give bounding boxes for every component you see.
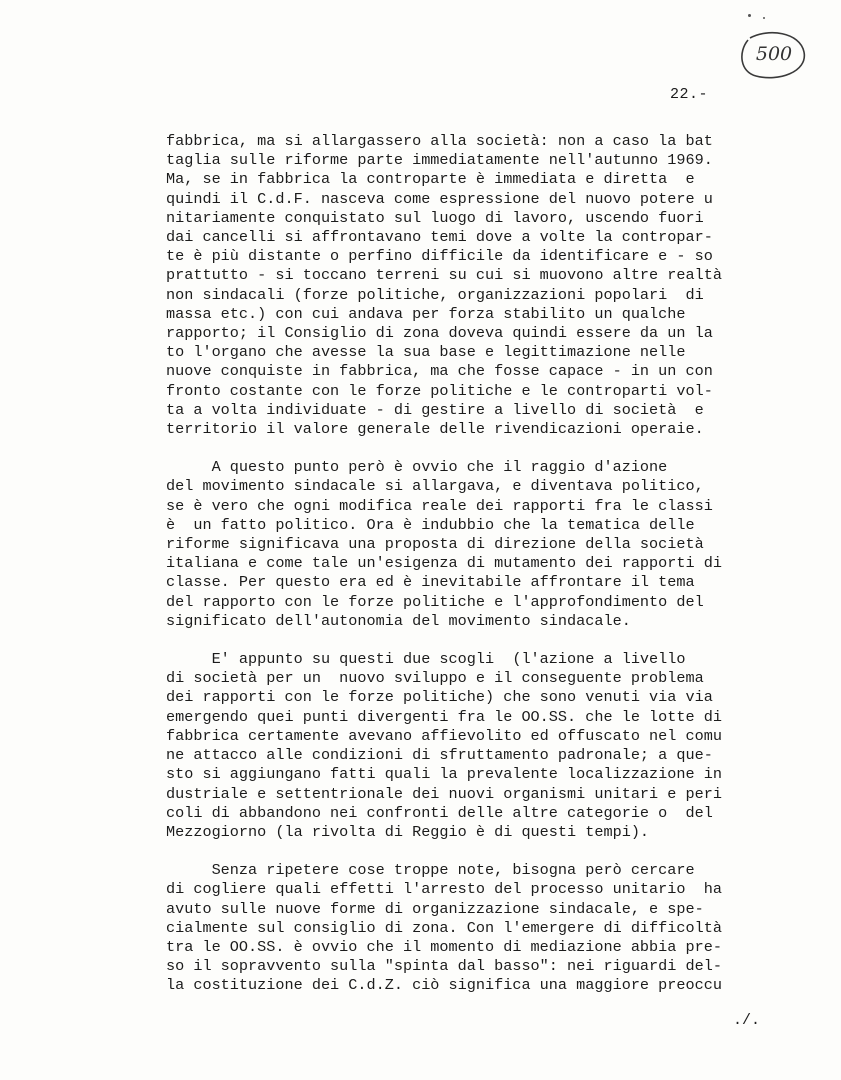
text-line: rapporto; il Consiglio di zona doveva quindi essere da un la [166,324,713,343]
text-line: se è vero che ogni modifica reale dei rapporti fra le classi [166,496,713,515]
text-line: coli di abbandono nei confronti delle altre categorie o del [166,803,713,822]
text-line: Senza ripetere cose troppe note, bisogna però cercare [166,861,695,880]
typed-body [166,132,796,1015]
text-line: taglia sulle riforme parte immediatamente nell'autunno 1969. [166,151,713,170]
paragraph-2 [166,458,796,631]
text-line: tra le OO.SS. è ovvio che il momento di mediazione abbia pre- [166,937,722,956]
scan-speck [763,17,765,19]
paragraph-1 [166,132,796,439]
text-line: to l'organo che avesse la sua base e legittimazione nelle [166,343,686,362]
scan-speck [748,14,751,17]
text-line: riforme significava una proposta di direzione della società [166,535,704,554]
text-line: te è più distante o perfino difficile da identificare e - so [166,247,713,266]
text-line: so il sopravvento sulla "spinta dal basso": nei riguardi del- [166,957,722,976]
text-line: massa etc.) con cui andava per forza stabilito un qualche [166,304,686,323]
text-line: cialmente sul consiglio di zona. Con l'emergere di difficoltà [166,918,722,937]
text-line: fronto costante con le forze politiche e le controparti vol- [166,381,713,400]
text-line: nuove conquiste in fabbrica, ma che fosse capace - in un con [166,362,713,381]
text-line: quindi il C.d.F. nasceva come espressione del nuovo potere u [166,189,713,208]
page-stamp [738,30,808,82]
text-line: ta a volta individuate - di gestire a livello di società e [166,400,704,419]
text-line: E' appunto su questi due scogli (l'azione a livello [166,650,686,669]
text-line: dustriale e settentrionale dei nuovi organismi unitari e peri [166,784,722,803]
text-line: la costituzione dei C.d.Z. ciò significa una maggiore preoccu [166,976,722,995]
text-line: ne attacco alle condizioni di sfruttamento padronale; a que- [166,746,713,765]
text-line: italiana e come tale un'esigenza di mutamento dei rapporti di [166,554,722,573]
text-line: del movimento sindacale si allargava, e diventava politico, [166,477,704,496]
text-line: emergendo quei punti divergenti fra le OO.SS. che le lotte di [166,707,722,726]
text-line: di cogliere quali effetti l'arresto del processo unitario ha [166,880,722,899]
text-line: significato dell'autonomia del movimento sindacale. [166,611,631,630]
stamp-number: 500 [755,43,793,65]
text-line: di società per un nuovo sviluppo e il conseguente problema [166,669,704,688]
text-line: fabbrica, ma si allargassero alla società: non a caso la bat [166,132,713,150]
paragraph-3 [166,650,796,842]
text-line: nitariamente conquistato sul luogo di lavoro, uscendo fuori [166,208,704,227]
text-line: non sindacali (forze politiche, organizzazioni popolari di [166,285,704,304]
text-line: prattutto - si toccano terreni su cui si muovono altre realtà [166,266,722,285]
text-line: territorio il valore generale delle rivendicazioni operaie. [166,420,704,439]
text-line: del rapporto con le forze politiche e l'approfondimento del [166,592,704,611]
text-line: A questo punto però è ovvio che il raggio d'azione [166,458,668,477]
text-line: Mezzogiorno (la rivolta di Reggio è di questi tempi). [166,822,650,841]
page-number: 22.- [670,86,709,103]
text-line: fabbrica certamente avevano affievolito ed offuscato nel comu [166,726,722,745]
paragraph-4 [166,861,796,995]
continuation-mark: ./. [733,1012,761,1029]
text-line: classe. Per questo era ed è inevitabile affrontare il tema [166,573,695,592]
text-line: Ma, se in fabbrica la controparte è immediata e diretta e [166,170,695,189]
text-line: sto si aggiungano fatti quali la prevalente localizzazione in [166,765,722,784]
text-line: dai cancelli si affrontavano temi dove a volte la contropar- [166,228,713,247]
text-line: avuto sulle nuove forme di organizzazione sindacale, e spe- [166,899,704,918]
text-line: è un fatto politico. Ora è indubbio che la tematica delle [166,515,695,534]
text-line: dei rapporti con le forze politiche) che sono venuti via via [166,688,713,707]
